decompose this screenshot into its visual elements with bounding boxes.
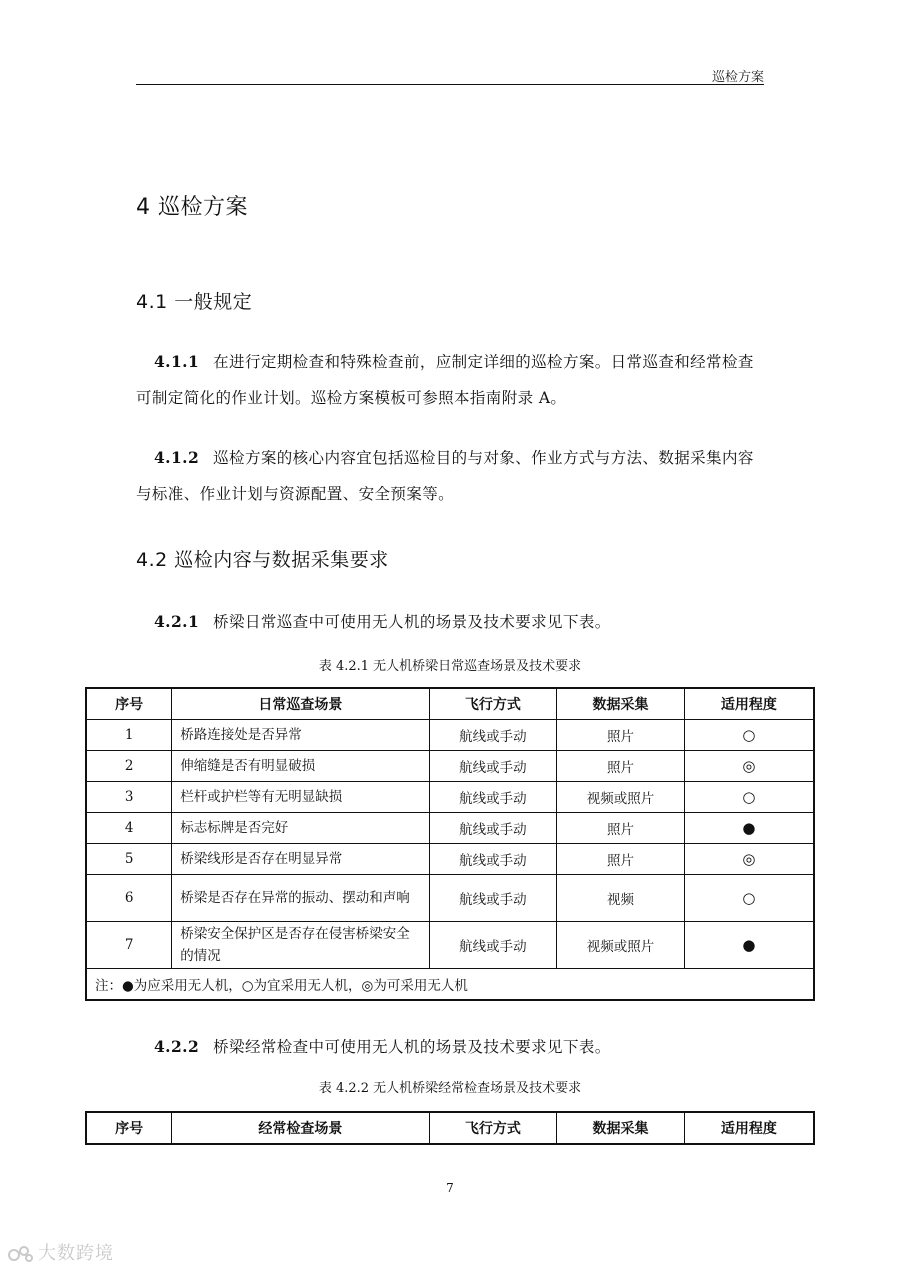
cell-level: ○ xyxy=(684,720,814,751)
table-row xyxy=(86,751,814,782)
clause-text: 桥梁日常巡查中可使用无人机的场景及技术要求见下表。 xyxy=(213,613,611,631)
paragraph-4-1-1 xyxy=(136,344,766,416)
cell-level: ● xyxy=(684,922,814,969)
header-no: 序号 xyxy=(86,688,172,720)
table-row xyxy=(86,844,814,875)
chapter-title: 4 巡检方案 xyxy=(136,195,248,220)
cell-scene: 桥路连接处是否异常 xyxy=(172,720,429,751)
clause-number: 4.1.1 xyxy=(154,352,200,371)
cell-no: 2 xyxy=(86,751,172,782)
watermark-text: 大数跨境 xyxy=(38,1243,114,1264)
cell-flight: 航线或手动 xyxy=(429,720,557,751)
page-number: 7 xyxy=(446,1181,454,1195)
table-row xyxy=(86,875,814,922)
section-title-4-2: 4.2 巡检内容与数据采集要求 xyxy=(136,549,389,571)
header-scene: 经常检查场景 xyxy=(172,1112,429,1144)
table-note: 注：●为应采用无人机，○为宜采用无人机，◎为可采用无人机 xyxy=(86,969,814,1001)
cell-data: 视频或照片 xyxy=(557,922,685,969)
clause-number: 4.2.1 xyxy=(154,612,200,631)
header-flight: 飞行方式 xyxy=(429,1112,557,1144)
table-header-row xyxy=(86,1112,814,1144)
cell-level: ○ xyxy=(684,875,814,922)
clause-number: 4.1.2 xyxy=(154,448,200,467)
cell-data: 照片 xyxy=(557,720,685,751)
cell-level: ● xyxy=(684,813,814,844)
cell-no: 4 xyxy=(86,813,172,844)
table-4-2-2 xyxy=(85,1111,815,1145)
cell-scene: 伸缩缝是否有明显破损 xyxy=(172,751,429,782)
table-caption-4-2-1: 表 4.2.1 无人机桥梁日常巡查场景及技术要求 xyxy=(318,659,582,674)
cell-level: ◎ xyxy=(684,844,814,875)
header-level: 适用程度 xyxy=(684,688,814,720)
cell-no: 3 xyxy=(86,782,172,813)
paragraph-4-2-2 xyxy=(136,1029,766,1065)
table-caption-4-2-2: 表 4.2.2 无人机桥梁经常检查场景及技术要求 xyxy=(318,1081,582,1096)
cell-flight: 航线或手动 xyxy=(429,751,557,782)
cell-data: 照片 xyxy=(557,751,685,782)
cell-data: 照片 xyxy=(557,813,685,844)
cell-no: 6 xyxy=(86,875,172,922)
section-title-4-1: 4.1 一般规定 xyxy=(136,291,253,313)
clause-text: 桥梁经常检查中可使用无人机的场景及技术要求见下表。 xyxy=(213,1038,611,1056)
watermark xyxy=(8,1239,114,1265)
cell-no: 5 xyxy=(86,844,172,875)
paragraph-4-2-1 xyxy=(136,604,766,640)
running-header: 巡检方案 xyxy=(711,70,764,85)
paragraph-4-1-2 xyxy=(136,440,766,512)
cell-no: 1 xyxy=(86,720,172,751)
cell-level: ◎ xyxy=(684,751,814,782)
table-header-row xyxy=(86,688,814,720)
cell-flight: 航线或手动 xyxy=(429,813,557,844)
cell-flight: 航线或手动 xyxy=(429,844,557,875)
table-row xyxy=(86,720,814,751)
cell-flight: 航线或手动 xyxy=(429,875,557,922)
cell-level: ○ xyxy=(684,782,814,813)
header-scene: 日常巡查场景 xyxy=(172,688,429,720)
header-flight: 飞行方式 xyxy=(429,688,557,720)
table-row xyxy=(86,813,814,844)
watermark-logo-icon xyxy=(8,1245,34,1263)
cell-data: 照片 xyxy=(557,844,685,875)
cell-scene: 栏杆或护栏等有无明显缺损 xyxy=(172,782,429,813)
table-row xyxy=(86,782,814,813)
header-rule xyxy=(136,84,764,85)
clause-number: 4.2.2 xyxy=(154,1037,200,1056)
cell-data: 视频 xyxy=(557,875,685,922)
cell-flight: 航线或手动 xyxy=(429,782,557,813)
header-data: 数据采集 xyxy=(557,688,685,720)
clause-text: 在进行定期检查和特殊检查前，应制定详细的巡检方案。日常巡查和经常检查可制定简化的作业计划。巡检方案模板可参照本指南附录 A。 xyxy=(136,353,754,407)
cell-scene: 桥梁线形是否存在明显异常 xyxy=(172,844,429,875)
header-level: 适用程度 xyxy=(684,1112,814,1144)
cell-scene: 桥梁安全保护区是否存在侵害桥梁安全的情况 xyxy=(172,922,429,969)
table-row xyxy=(86,922,814,969)
cell-flight: 航线或手动 xyxy=(429,922,557,969)
table-4-2-1 xyxy=(85,687,815,1001)
cell-no: 7 xyxy=(86,922,172,969)
cell-scene: 桥梁是否存在异常的振动、摆动和声响 xyxy=(172,875,429,922)
header-data: 数据采集 xyxy=(557,1112,685,1144)
cell-scene: 标志标牌是否完好 xyxy=(172,813,429,844)
header-no: 序号 xyxy=(86,1112,172,1144)
clause-text: 巡检方案的核心内容宜包括巡检目的与对象、作业方式与方法、数据采集内容与标准、作业计划与资源配置、安全预案等。 xyxy=(136,449,754,503)
table-note-row xyxy=(86,969,814,1001)
cell-data: 视频或照片 xyxy=(557,782,685,813)
